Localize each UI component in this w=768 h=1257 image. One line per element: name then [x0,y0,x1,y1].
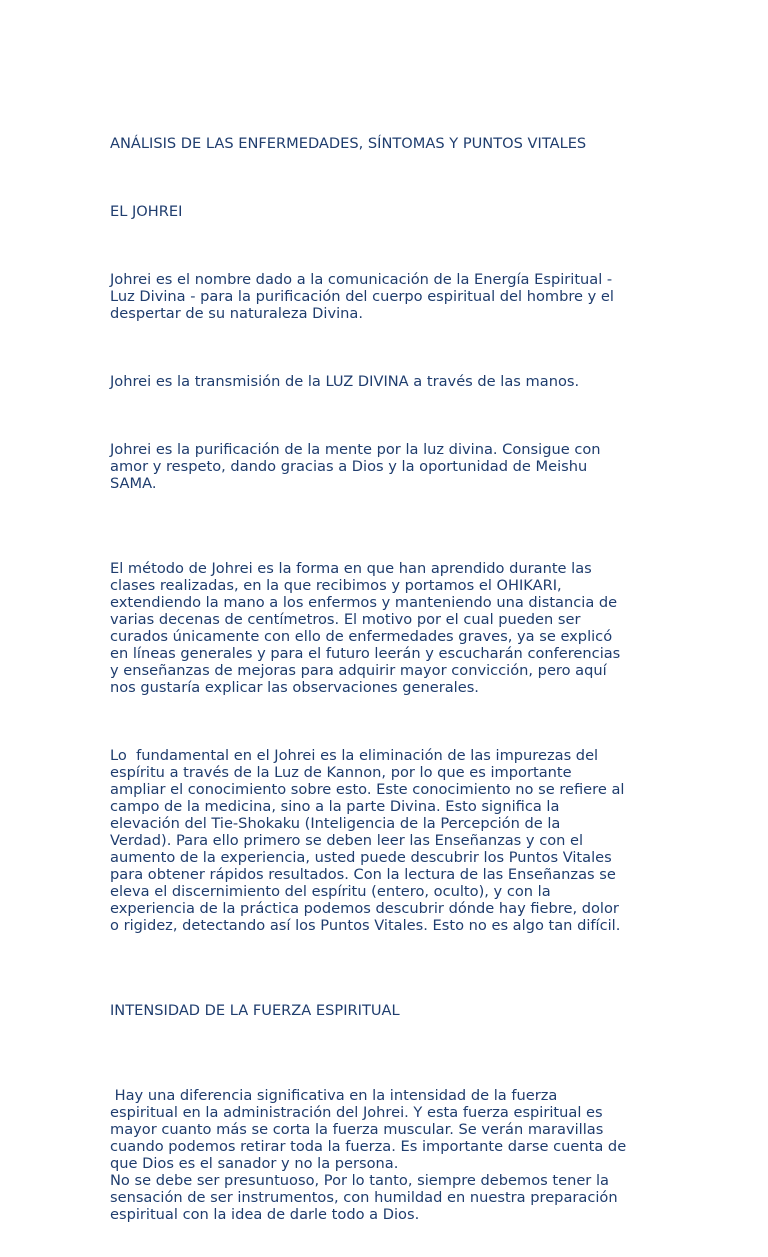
paragraph-4: El método de Johrei es la forma en que han aprendido durante las clases realizadas, en la que recibimos y portamos el OHIKARI, extendiendo la mano a los enfermos y manteniendo una distancia de varias decenas de centímetros. El motivo por el cual pueden ser curados únicamente con ello de enfermedades graves, ya se explicó en líneas generales y para el futuro leerán y escucharán conferencias y enseñanzas de mejoras para adquirir mayor convicción, pero aquí nos gustaría explicar las observaciones generales. [110,560,621,696]
paragraph-1: Johrei es el nombre dado a la comunicación de la Energía Espiritual - Luz Divina - para la purificación del cuerpo espiritual del hombre y el despertar de su naturaleza Divina. [110,271,614,322]
document-title: ANÁLISIS DE LAS ENFERMEDADES, SÍNTOMAS Y PUNTOS VITALES [110,135,587,152]
section-heading-intensidad: INTENSIDAD DE LA FUERZA ESPIRITUAL [110,1002,400,1019]
paragraph-3: Johrei es la purificación de la mente por la luz divina. Consigue con amor y respeto, dando gracias a Dios y la oportunidad de Meishu SAMA. [110,441,601,492]
paragraph-6: Hay una diferencia significativa en la intensidad de la fuerza espiritual en la administración del Johrei. Y esta fuerza espiritual es mayor cuanto más se corta la fuerza muscular. Se verán maravillas cuando podemos retirar toda la fuerza. Es importante darse cuenta de que Dios es el sanador y no la persona. No se debe ser presuntuoso, Por lo tanto, siempre debemos tener la sensación de ser instrumentos, con humildad en nuestra preparación espiritual con la idea de darle todo a Dios. [110,1087,627,1223]
paragraph-5: Lo fundamental en el Johrei es la eliminación de las impurezas del espíritu a través de la Luz de Kannon, por lo que es importante ampliar el conocimiento sobre esto. Este conocimiento no se refiere al campo de la medicina, sino a la parte Divina. Esto significa la elevación del Tie-Shokaku (Inteligencia de la Percepción de la Verdad). Para ello primero se deben leer las Enseñanzas y con el aumento de la experiencia, usted puede descubrir los Puntos Vitales para obtener rápidos resultados. Con la lectura de las Enseñanzas se eleva el discernimiento del espíritu (entero, oculto), y con la experiencia de la práctica podemos descubrir dónde hay fiebre, dolor o rigidez, detectando así los Puntos Vitales. Esto no es algo tan difícil. [110,747,625,934]
paragraph-2: Johrei es la transmisión de la LUZ DIVINA a través de las manos. [110,373,580,390]
section-heading-johrei: EL JOHREI [110,203,183,220]
document-body [110,101,662,1257]
